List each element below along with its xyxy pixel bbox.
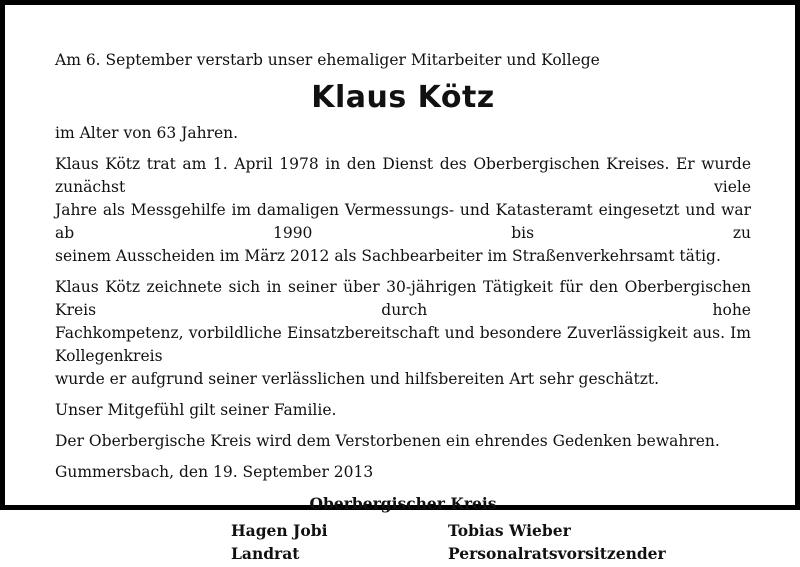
career-line: Klaus Kötz trat am 1. April 1978 in den Dienst des Oberbergischen Kreises. Er wurde zunächst viele [55, 155, 751, 196]
signatory-left [231, 519, 327, 565]
tribute-line: wurde er aufgrund seiner verlässlichen und hilfsbereiten Art sehr geschätzt. [55, 370, 660, 388]
organization-name: Oberbergischer Kreis [309, 494, 497, 513]
signatory-title: Personalratsvorsitzender [448, 544, 666, 563]
age-line: im Alter von 63 Jahren. [55, 124, 239, 142]
deceased-name: Klaus Kötz [311, 80, 495, 115]
notice-content [55, 49, 751, 567]
intro-line: Am 6. September verstarb unser ehemaliger Mitarbeiter und Kollege [55, 51, 600, 69]
sympathy-line: Unser Mitgefühl gilt seiner Familie. [55, 401, 337, 419]
signature-block [55, 519, 751, 567]
signatory-title: Landrat [231, 544, 300, 563]
place-date-line: Gummersbach, den 19. September 2013 [55, 463, 374, 481]
career-line: Jahre als Messgehilfe im damaligen Vermessungs- und Katasteramt eingesetzt und war ab 1990 bis zu [55, 201, 751, 242]
career-paragraph [55, 153, 751, 268]
tribute-line: Fachkompetenz, vorbildliche Einsatzbereitschaft und besondere Zuverlässigkeit aus. Im Kollegenkreis [55, 324, 751, 365]
signatory-name: Hagen Jobi [231, 521, 328, 540]
signatory-right [448, 519, 666, 565]
career-line: seinem Ausscheiden im März 2012 als Sachbearbeiter im Straßenverkehrsamt tätig. [55, 247, 721, 265]
remembrance-line: Der Oberbergische Kreis wird dem Verstorbenen ein ehrendes Gedenken bewahren. [55, 432, 720, 450]
tribute-paragraph [55, 276, 751, 391]
tribute-line: Klaus Kötz zeichnete sich in seiner über 30-jährigen Tätigkeit für den Oberbergischen Kreis durch hohe [55, 278, 751, 319]
signatory-name: Tobias Wieber [448, 521, 571, 540]
